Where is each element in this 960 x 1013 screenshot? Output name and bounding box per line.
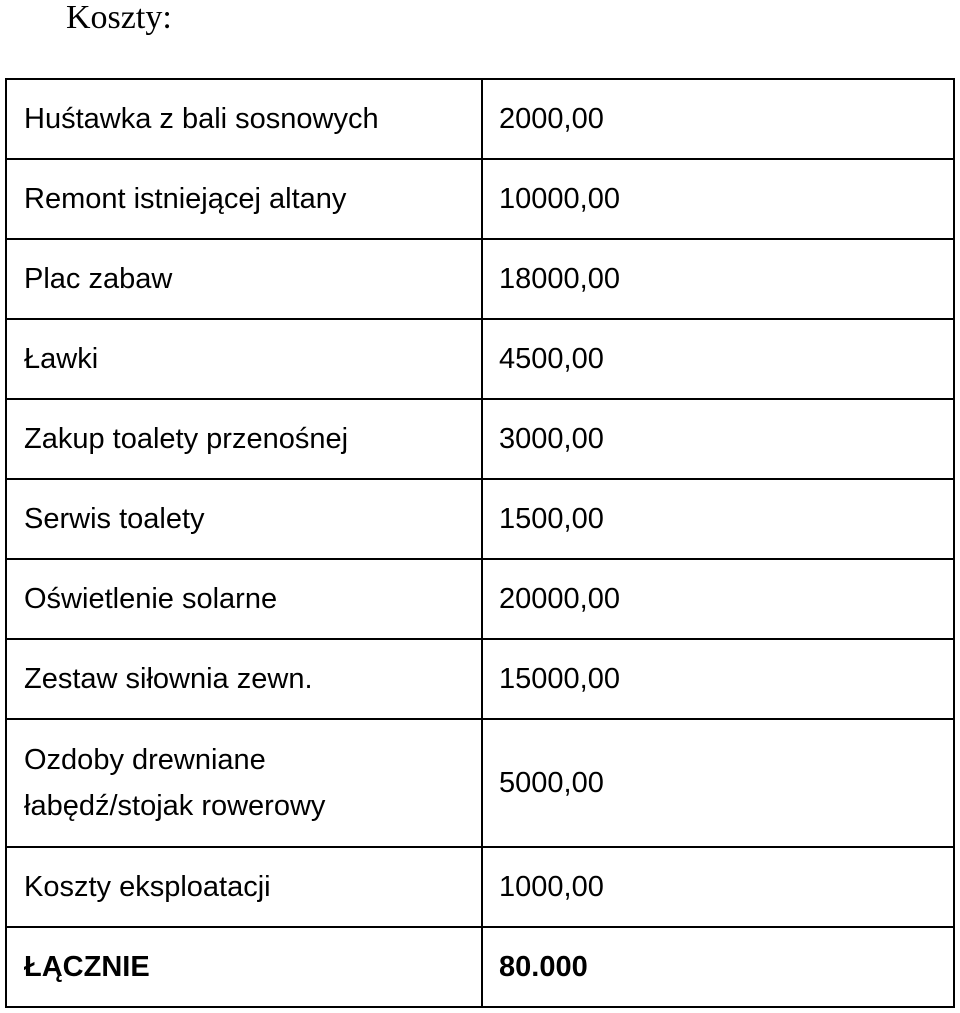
cost-item-amount: 1000,00 [482, 847, 954, 927]
cost-item-amount: 18000,00 [482, 239, 954, 319]
cost-item-name-line: łabędź/stojak rowerowy [24, 790, 326, 822]
cost-item-name: Oświetlenie solarne [6, 559, 482, 639]
table-row [6, 399, 954, 479]
cost-item-name: Huśtawka z bali sosnowych [6, 79, 482, 159]
total-label: ŁĄCZNIE [6, 927, 482, 1007]
table-row [6, 79, 954, 159]
page-title: Koszty: [66, 0, 172, 36]
cost-item-name: Remont istniejącej altany [6, 159, 482, 239]
cost-item-amount: 15000,00 [482, 639, 954, 719]
table-row [6, 847, 954, 927]
table-row [6, 479, 954, 559]
total-row [6, 927, 954, 1007]
table-row [6, 559, 954, 639]
cost-item-amount: 10000,00 [482, 159, 954, 239]
cost-item-name: Koszty eksploatacji [6, 847, 482, 927]
total-amount: 80.000 [482, 927, 954, 1007]
costs-table [5, 78, 955, 1008]
table-row [6, 319, 954, 399]
table-row [6, 639, 954, 719]
cost-item-name: Zakup toalety przenośnej [6, 399, 482, 479]
cost-item-name: Serwis toalety [6, 479, 482, 559]
cost-item-name-line: Ozdoby drewniane [24, 744, 266, 776]
cost-item-amount: 20000,00 [482, 559, 954, 639]
cost-item-amount: 2000,00 [482, 79, 954, 159]
cost-item-amount: 5000,00 [482, 719, 954, 847]
table-row [6, 239, 954, 319]
table-row [6, 159, 954, 239]
cost-item-name: Plac zabaw [6, 239, 482, 319]
cost-item-amount: 4500,00 [482, 319, 954, 399]
table-row [6, 719, 954, 847]
cost-item-name [6, 719, 482, 847]
cost-item-name: Zestaw siłownia zewn. [6, 639, 482, 719]
cost-item-amount: 1500,00 [482, 479, 954, 559]
cost-item-name: Ławki [6, 319, 482, 399]
cost-item-amount: 3000,00 [482, 399, 954, 479]
